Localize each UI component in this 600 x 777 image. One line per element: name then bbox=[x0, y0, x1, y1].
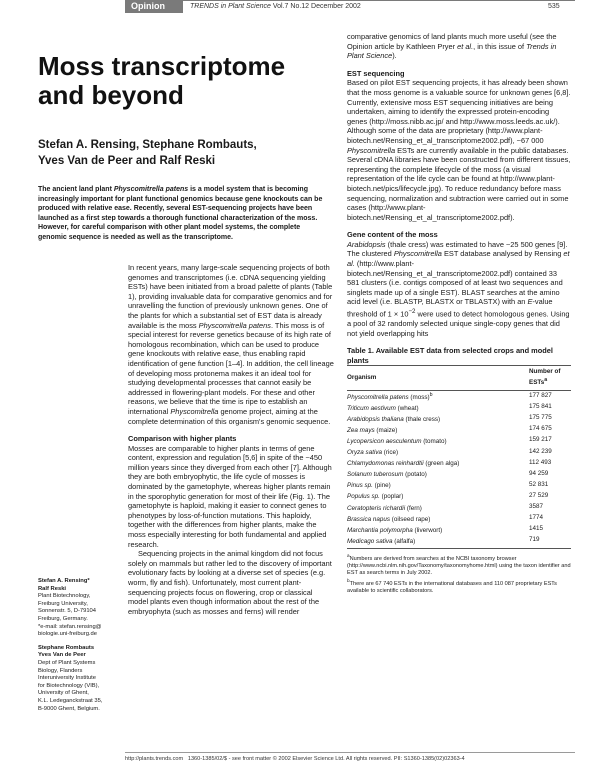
affiliation-name-2: Ralf Reski bbox=[38, 585, 67, 592]
page-number: 535 bbox=[548, 3, 560, 10]
organism-cell: Arabidopsis thaliana (thale cress) bbox=[347, 415, 441, 423]
table-footnote-a: $^a$Numbers are derived from searches at the NCBI taxonomy browser (http://www.ncbi.nlm.nih.gov/Taxonomy/taxonomyhome.html) using the taxon identifier and EST as search terms in July 2002. bbox=[347, 552, 571, 577]
table-row bbox=[347, 457, 571, 468]
est-count-cell: 175 841 bbox=[529, 403, 552, 411]
affiliation-name-3: Stephane Rombauts bbox=[38, 644, 95, 651]
table-row bbox=[347, 524, 571, 535]
article-title bbox=[38, 52, 328, 110]
table-row bbox=[347, 424, 571, 435]
table-footnotes bbox=[347, 552, 571, 596]
organism-cell: Lycopersicon aesculentum (tomato) bbox=[347, 438, 447, 446]
right-intro-paragraph: comparative genomics of land plants much more useful (see the Opinion article by Kathleen Pryer et al., in this issue of Trends in Plant Science). bbox=[347, 32, 557, 61]
comparison-paragraph-2: Sequencing projects in the animal kingdom did not focus solely on mammals but rather led to the discovery of important evolutionary facts by looking at a diverse set of species (e.g. worm, fly and fish). Unfortunately, most current plant-sequencing projects focus on flowering, crop or classical model plants even though information about the rest of the embryophyta (such as mosses and ferns) will render bbox=[128, 549, 332, 616]
table-header-count: Number of ESTs$^a$ bbox=[519, 366, 571, 390]
est-count-cell: 94 259 bbox=[529, 469, 549, 477]
title-line-2: and beyond bbox=[38, 80, 184, 110]
organism-cell: Chlamydomonas reinhardtii (green alga) bbox=[347, 460, 460, 468]
affiliation-name-1: Stefan A. Rensing* bbox=[38, 578, 90, 584]
organism-cell: Medicago sativa (alfalfa) bbox=[347, 535, 519, 549]
author-line-1: Stefan A. Rensing, Stephane Rombauts, bbox=[38, 139, 257, 151]
table-row bbox=[347, 435, 571, 446]
organism-cell: Populus sp. (poplar) bbox=[347, 493, 404, 501]
est-count-cell: 112 493 bbox=[529, 458, 552, 466]
affiliation-name-4: Yves Van de Peer bbox=[38, 652, 86, 659]
table-row bbox=[347, 413, 571, 424]
table-header-organism: Organism bbox=[347, 366, 519, 390]
est-count-cell: 174 675 bbox=[529, 425, 552, 433]
page-footer bbox=[125, 752, 575, 764]
middle-column bbox=[128, 263, 334, 616]
section-heading-est: EST sequencing bbox=[347, 68, 405, 78]
est-count-cell: 177 827 bbox=[529, 392, 552, 400]
est-count-cell: 175 775 bbox=[529, 414, 552, 422]
section-heading-comparison: Comparison with higher plants bbox=[128, 434, 237, 444]
journal-info bbox=[190, 1, 361, 12]
est-count-cell: 719 bbox=[519, 535, 571, 549]
table-body bbox=[347, 390, 571, 548]
table-row bbox=[347, 535, 571, 549]
table-header-row bbox=[347, 366, 571, 390]
footer-copyright: 1360-1385/02/$ - see front matter © 2002 Elsevier Science Ltd. All rights reserved. PII: S1360-1385(02)02363-4 bbox=[187, 756, 465, 762]
organism-cell: Physcomitrella patens (moss)$^b$ bbox=[347, 391, 433, 401]
table-row bbox=[347, 390, 571, 402]
est-count-cell: 159 217 bbox=[529, 436, 552, 444]
journal-volume: Vol.7 No.12 December 2002 bbox=[272, 3, 361, 10]
gene-content-paragraph: Arabidopsis (thale cress) was estimated to have ~25 500 genes [9]. The clustered Physcomitrella EST database analysed by Rensing et al. (http://www.plant-biotech.net/Rensing_et_al_transcriptome2002.pdf) contained 33 581 clusters (i.e. contigs composed of at least two sequences and singlets made up of a single EST). BLAST searches at the amino acid level (i.e. BLASTP, BLASTX or TBLASTX) with an E-value threshold of $1 \times 10^{-2}$ were used to detect homologous genes. Using a pool of 32 randomly selected unique single-copy genes that did not yield overlapping hits bbox=[347, 239, 570, 338]
right-column bbox=[347, 32, 571, 596]
organism-cell: Solanum tuberosum (potato) bbox=[347, 471, 427, 479]
table-row bbox=[347, 446, 571, 457]
section-heading-gene-content: Gene content of the moss bbox=[347, 230, 438, 240]
est-count-cell: 142 239 bbox=[529, 447, 552, 455]
organism-cell: Marchantia polymorpha (liverwort) bbox=[347, 526, 443, 534]
est-count-cell: 27 529 bbox=[529, 491, 549, 499]
organism-cell: Brassica napus (oilseed rape) bbox=[347, 515, 431, 523]
organism-cell: Oryza sativa (rice) bbox=[347, 449, 399, 457]
journal-name: TRENDS in Plant Science bbox=[190, 3, 271, 10]
intro-paragraph: In recent years, many large-scale sequencing projects of both genomes and transcriptomes (i.e. cDNA sequencing yielding ESTs) have been initiated from a broad palette of plants (Table 1), providing invaluable data for comparative genomics and for unravelling the function of previously unknown genes. One of the plants for which a substantial set of EST data is already available is the moss Physcomitrella patens. This moss is of special interest for reverse genetics because of its high rate of homologous recombination, which can be used to produce gene knockouts with relative ease, thus enabling rapid identification of gene function [1–4]. In addition, the cell lineage of developing moss protonema makes it an ideal tool for studying developmental processes that cannot easily be addressed in flowering-plant models. For these and other reasons, we believe that the time is ripe to establish an international Physcomitrella genome project, aiming at the complete determination of this organism's genomic sequence. bbox=[128, 263, 334, 426]
author-line-2: Yves Van de Peer and Ralf Reski bbox=[38, 154, 216, 167]
table-row bbox=[347, 502, 571, 513]
organism-cell: Zea mays (maize) bbox=[347, 426, 398, 434]
author-list bbox=[38, 138, 328, 169]
table-row bbox=[347, 490, 571, 501]
section-tab: Opinion bbox=[125, 0, 183, 13]
est-paragraph: Based on pilot EST sequencing projects, it has already been shown that the moss genome is a valuable source for unknown genes [6,8]. Currently, extensive moss EST sequencing initiatives are being undertaken, aiming to identify the expressed protein-encoding genes (http://moss.nibb.ac.jp/ and http://www.moss.leeds.ac.uk/). Although some of the data are proprietary (http://www.plant-biotech.net/Rensing_et_al_transcriptome2002.pdf), ~67 000 Physcomitrella ESTs are currently available in the public databases. Several cDNA libraries have been constructed from different tissues, representing the complete lifecycle of the moss (a visual representation of the life cycle can be found at http://www.plant-biotech.net/pics/lifecycle.jpg). To reduce redundancy before mass sequencing, normalization and subtraction were carried out in some cases (http://www.plant-biotech.net/Rensing_et_al_transcriptome2002.pdf). bbox=[347, 78, 571, 222]
table-row bbox=[347, 479, 571, 490]
est-count-cell: 1415 bbox=[529, 525, 544, 533]
est-count-cell: 1774 bbox=[529, 514, 544, 522]
table-row bbox=[347, 402, 571, 413]
comparison-paragraph-1: Mosses are comparable to higher plants in terms of gene content, expression and regulation [5,6] in spite of the ~450 million years since they diverged from each other [7]. Although they are both embryophytic, the life cycle of mosses is dominated by the gametophyte, whereas higher plants remain in the sporophytic generation for most of their life (Fig. 1). The gametophyte is haploid, making it easier to connect genes to phenotypes by loss-of-function mutations. This haploidy, together with the differences from higher plants, make the moss especially interesting for both fundamental and applied research. bbox=[128, 443, 332, 549]
author-affiliations: Stefan A. Rensing* Ralf Reski Plant Biotechnology, Freiburg University, Sonnenstr. 5, D-79104 Freiburg, Germany. *e-mail: stefan.rensing@ biologie.uni-freiburg.de Stephane Rombauts Yves Van de Peer Dept of Plant Systems Biology, Flanders Interuniversity Institute for Biotechnology (VIB), University of Ghent, K.L. Ledeganckstraat 35, B-9000 Ghent, Belgium. bbox=[38, 578, 120, 713]
table-title: Table 1. Available EST data from selected crops and model plants bbox=[347, 346, 553, 365]
abstract: The ancient land plant Physcomitrella patens is a model system that is becoming increasingly important for plant functional genomics because gene knockouts can be produced with relative ease. Recently, several EST-sequencing projects have been launched as a first step towards a thorough functional characterization of the moss. However, for careful comparison with other plant model systems, the complete genomic sequence is needed as well as the transcriptome. bbox=[38, 186, 323, 241]
table-footnote-b: $^b$There are 67 740 ESTs in the international databases and 110 087 proprietary ESTs available to scientific collaborators. bbox=[347, 578, 557, 595]
organism-cell: Pinus sp. (pine) bbox=[347, 482, 391, 490]
est-count-cell: 3587 bbox=[529, 503, 544, 511]
table-row bbox=[347, 468, 571, 479]
organism-cell: Triticum aestivum (wheat) bbox=[347, 404, 419, 412]
est-count-cell: 52 831 bbox=[529, 480, 549, 488]
est-table bbox=[347, 365, 571, 548]
title-line-1: Moss transcriptome bbox=[38, 51, 286, 81]
organism-cell: Ceratopteris richardii (fern) bbox=[347, 504, 422, 512]
table-row bbox=[347, 513, 571, 524]
footer-url[interactable]: http://plants.trends.com bbox=[125, 756, 184, 762]
